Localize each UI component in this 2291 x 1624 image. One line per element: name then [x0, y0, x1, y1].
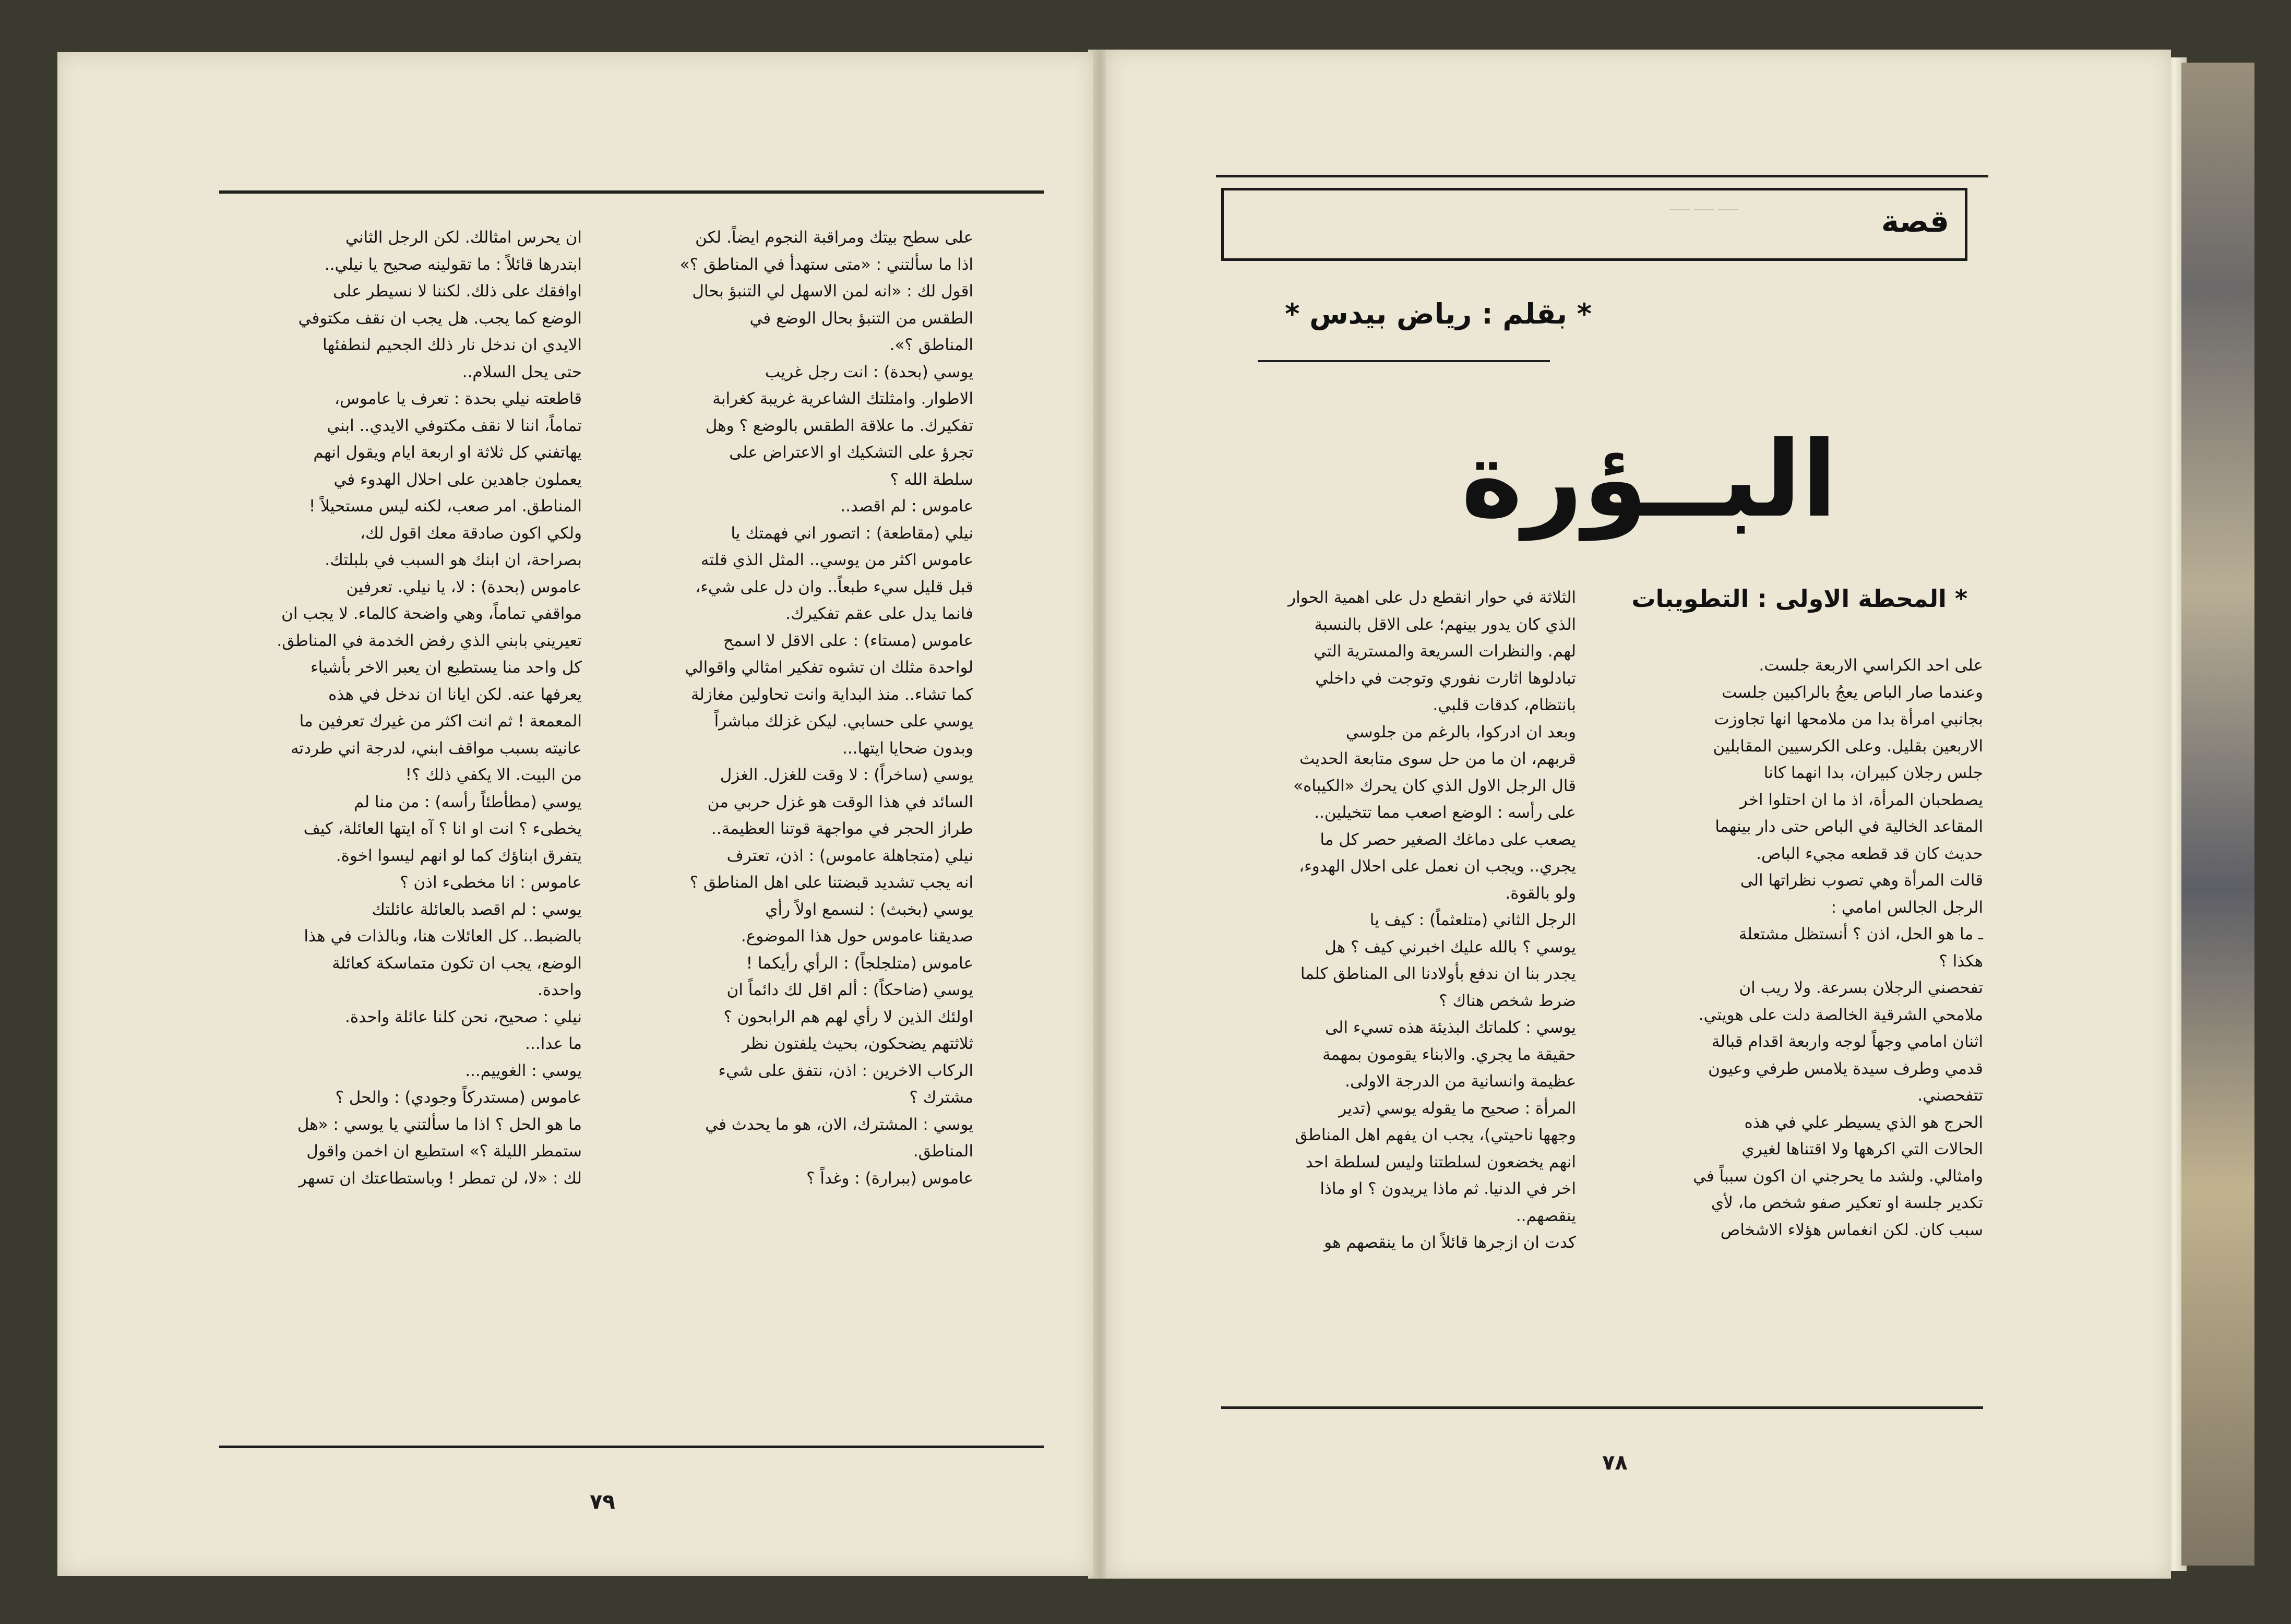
- story-title: البــؤرة: [1461, 419, 1837, 541]
- text-line: المناطق.: [913, 1142, 973, 1161]
- text-line: المرأة : صحيح ما يقوله يوسي (تدير: [1339, 1098, 1576, 1118]
- text-line: يوسي : كلماتك البذيئة هذه تسيء الى: [1325, 1018, 1576, 1037]
- text-line: عاموس (مستدركاً وجودي) : والحل ؟: [335, 1088, 582, 1107]
- text-line: وجهها ناحيتي)، يجب ان يفهم اهل المناطق: [1295, 1126, 1576, 1144]
- text-line: تعيريني بابني الذي رفض الخدمة في المناطق.: [277, 631, 582, 650]
- text-line: السائد في هذا الوقت هو غزل حربي من: [707, 792, 973, 811]
- text-line: تماماً، اننا لا نقف مكتوفي الايدي.. ابني: [327, 416, 582, 435]
- text-line: الايدي ان ندخل نار ذلك الجحيم لنطفئها: [323, 336, 582, 354]
- text-line: اوافقك على ذلك. لكننا لا نسيطر على: [333, 282, 582, 301]
- text-line: تفحصني الرجلان بسرعة. ولا ريب ان: [1739, 978, 1983, 997]
- page-number-left: ٧٩: [590, 1490, 615, 1514]
- text-line: يصعب على دماغك الصغير حصر كل ما: [1320, 830, 1576, 849]
- text-line: المناطق. امر صعب، لكنه ليس مستحيلاً !: [308, 497, 582, 516]
- text-line: يجدر بنا ان ندفع بأولادنا الى المناطق كلما: [1300, 964, 1576, 983]
- text-line: يوسي ؟ بالله عليك اخبرني كيف ؟ هل: [1325, 937, 1576, 957]
- left-page-top-rule: [219, 190, 1044, 194]
- text-line: يوسي على حسابي. ليكن غزلك مباشراً: [714, 712, 973, 731]
- text-line: اثنان امامي وجهاً لوجه واربعة اقدام قبالة: [1711, 1032, 1983, 1051]
- text-line: ما هو الحل ؟ اذا ما سألتني يا يوسي : «هل: [297, 1115, 582, 1134]
- right-page-column-right: [1649, 652, 1983, 1244]
- text-line: يتفرق ابناؤك كما لو انهم ليسوا اخوة.: [336, 846, 582, 865]
- text-line: تبادلوها اثارت نفوري وتوجت في داخلي: [1315, 668, 1576, 688]
- text-line: من البيت. الا يكفي ذلك ؟!: [405, 766, 582, 784]
- text-line: ان يحرس امثالك. لكن الرجل الثاني: [345, 228, 582, 247]
- text-line: ينقصهم..: [1516, 1206, 1576, 1225]
- text-line: الثلاثة في حوار انقطع دل على اهمية الحوار: [1288, 588, 1576, 607]
- text-line: قدمي وطرف سيدة يلامس طرفي وعيون: [1708, 1059, 1983, 1078]
- right-page-bottom-rule: [1221, 1406, 1983, 1409]
- text-line: نيلي (مقاطعة) : اتصور اني فهمتك يا: [731, 523, 973, 543]
- text-line: الاربعين بقليل. وعلى الكرسيين المقابلين: [1713, 736, 1983, 756]
- author-byline: * بقلم : رياض بيدس *: [1285, 297, 1592, 330]
- text-line: يوسي (مطأطئاً رأسه) : من منا لم: [353, 792, 582, 811]
- text-line: عاموس : انا مخطىء اذن ؟: [400, 873, 582, 892]
- text-line: انه يجب تشديد قبضتنا على اهل المناطق ؟: [689, 873, 973, 892]
- text-line: قربهم، ان ما من حل سوى متابعة الحديث: [1299, 749, 1576, 768]
- text-line: عاموس (بحدة) : لا، يا نيلي. تعرفين: [346, 577, 582, 596]
- text-line: ما عدا...: [525, 1034, 582, 1053]
- text-line: قالت المرأة وهي تصوب نظراتها الى: [1740, 871, 1983, 890]
- byline-underline: [1258, 360, 1550, 362]
- text-line: اقول لك : «انه لمن الاسهل لي التنبؤ بحال: [692, 282, 973, 301]
- text-line: الاطوار. وامثلتك الشاعرية غريبة كغرابة: [712, 389, 973, 408]
- text-line: الركاب الاخرين : اذن، نتفق على شيء: [718, 1061, 973, 1080]
- text-line: ثلاثتهم يضحكون، بحيث يلفتون نظر: [742, 1034, 973, 1053]
- text-line: سلطة الله ؟: [890, 470, 973, 489]
- text-line: عاموس (مستاء) : على الاقل لا اسمح: [723, 631, 973, 650]
- text-line: طراز الحجر في مواجهة قوتنا العظيمة..: [711, 819, 973, 838]
- text-line: عاموس : لم اقصد..: [840, 497, 973, 516]
- text-line: وعندما صار الباص يعجُ بالراكبين جلست: [1722, 683, 1983, 702]
- text-line: يجري.. ويجب ان نعمل على احلال الهدوء،: [1299, 857, 1576, 876]
- text-line: المقاعد الخالية في الباص حتى دار بينهما: [1715, 817, 1983, 836]
- text-line: قاطعته نيلي بحدة : تعرف يا عاموس،: [335, 389, 582, 408]
- text-line: الرجل الثاني (متلعثماً) : كيف يا: [1369, 911, 1576, 929]
- text-line: يعرفها عنه. لكن ايانا ان ندخل في هذه: [328, 685, 582, 704]
- text-line: وبدون ضحايا ايتها...: [842, 738, 973, 758]
- text-line: لهم. والنظرات السريعة والمسترية التي: [1314, 642, 1576, 661]
- text-line: يعملون جاهدين على احلال الهدوء في: [333, 470, 582, 489]
- text-line: يصطحبان المرأة، اذ ما ان احتلوا اخر: [1739, 790, 1983, 809]
- text-line: نيلي : صحيح، نحن كلنا عائلة واحدة.: [345, 1007, 582, 1026]
- text-line: بصراحة، ان ابنك هو السبب في بلبلتك.: [325, 551, 582, 569]
- text-line: واحدة.: [537, 981, 582, 999]
- text-line: يوسي (بخبث) : لنسمع اولاً رأي: [765, 900, 973, 919]
- text-line: يوسي : لم اقصد بالعائلة عائلتك: [372, 900, 582, 919]
- text-line: ـ ما هو الحل، اذن ؟ أنستظل مشتعلة: [1738, 925, 1983, 944]
- cover-artwork-strip: [2181, 63, 2254, 1566]
- text-line: على احد الكراسي الاربعة جلست.: [1759, 656, 1983, 675]
- text-line: اذا ما سألتني : «متى ستهدأ في المناطق ؟»: [679, 255, 973, 274]
- text-line: عانيته بسبب مواقف ابني، لدرجة اني طردته: [290, 738, 582, 758]
- page-number-right: ٧٨: [1602, 1451, 1628, 1475]
- text-line: جلس رجلان كبيران، بدا انهما كانا: [1763, 763, 1983, 782]
- text-line: ابتدرها قائلاً : ما تقولينه صحيح يا نيلي..: [324, 255, 582, 274]
- right-page-column-left: [1221, 584, 1576, 1257]
- text-line: حديث كان قد قطعه مجيء الباص.: [1756, 844, 1983, 863]
- text-line: مشترك ؟: [909, 1088, 973, 1107]
- text-line: لك : «لا، لن تمطر ! وباستطاعتك ان تسهر: [299, 1168, 582, 1188]
- text-line: مواقفي تماماً، وهي واضحة كالماء. لا يجب ان: [281, 604, 582, 623]
- text-line: على سطح بيتك ومراقبة النجوم ايضاً. لكن: [695, 228, 973, 247]
- text-line: عاموس اكثر من يوسي.. المثل الذي قلته: [700, 551, 973, 569]
- text-line: تتفحصني.: [1917, 1086, 1983, 1105]
- text-line: تجرؤ على التشكيك او الاعتراض على: [729, 443, 973, 462]
- text-line: قبل قليل سيء طبعاً.. وان دل على شيء،: [695, 577, 973, 596]
- story-kicker-box: [1221, 188, 1967, 261]
- text-line: ولو بالقوة.: [1505, 883, 1576, 903]
- text-line: الوضع، يجب ان تكون متماسكة كعائلة: [332, 953, 582, 973]
- text-line: يوسي (ضاحكاً) : ألم اقل لك دائماً ان: [726, 981, 973, 999]
- text-line: كما تشاء.. منذ البداية وانت تحاولين مغازلة: [690, 685, 973, 704]
- text-line: عاموس (متلجلجاً) : الرأي رأيكما !: [746, 953, 973, 973]
- text-line: اخر في الدنيا. ثم ماذا يريدون ؟ او ماذا: [1320, 1179, 1576, 1198]
- text-line: نيلي (متجاهلة عاموس) : اذن، تعترف: [726, 846, 973, 865]
- text-line: تكدير جلسة او تعكير صفو شخص ما، لأي: [1711, 1193, 1983, 1212]
- text-line: الوضع كما يجب. هل يجب ان نقف مكتوفي: [298, 308, 582, 328]
- text-line: الذي كان يدور بينهم؛ على الاقل بالنسبة: [1314, 615, 1576, 634]
- text-line: يوسي : الغوييم...: [465, 1061, 582, 1080]
- text-line: عاموس (ببرارة) : وغداً ؟: [806, 1168, 973, 1188]
- text-line: صديقنا عاموس حول هذا الموضوع.: [741, 927, 973, 946]
- text-line: سبب كان. لكن انغماس هؤلاء الاشخاص: [1720, 1220, 1983, 1239]
- right-page-top-rule: [1216, 175, 1988, 177]
- text-line: المعمعة ! ثم انت اكثر من غيرك تعرفين ما: [299, 712, 582, 731]
- text-line: يخطىء ؟ انت او انا ؟ آه ايتها العائلة، كيف: [303, 819, 582, 838]
- text-line: بانتظام، كدقات قلبي.: [1433, 696, 1576, 714]
- story-kicker: قصة: [1881, 204, 1949, 239]
- bleed-through-text: ـــــ ـــــ ـــــ: [1670, 198, 1738, 214]
- text-line: يوسي (ساخراً) : لا وقت للغزل. الغزل: [720, 766, 973, 784]
- left-page-bottom-rule: [219, 1446, 1044, 1448]
- text-line: كدت ان ازجرها قائلاً ان ما ينقصهم هو: [1324, 1233, 1576, 1252]
- text-line: حتى يحل السلام..: [462, 362, 582, 381]
- text-line: هكذا ؟: [1939, 951, 1983, 971]
- text-line: بجانبي امرأة بدا من ملامحها انها تجاوزت: [1714, 710, 1983, 729]
- text-line: فانما يدل على عقم تفكيرك.: [785, 604, 973, 623]
- text-line: الحرج هو الذي يسيطر علي في هذه: [1744, 1113, 1983, 1132]
- text-line: الطقس من التنبؤ بحال الوضع في: [749, 308, 973, 328]
- text-line: انهم يخضعون لسلطتنا وليس لسلطة احد: [1305, 1152, 1576, 1172]
- text-line: بالضبط.. كل العائلات هنا، وبالذات في هذا: [304, 927, 582, 946]
- text-line: ولكي اكون صادقة معك اقول لك،: [360, 523, 582, 543]
- section-heading: * المحطة الاولى : التطويبات: [1631, 584, 1967, 613]
- text-line: حقيقة ما يجري. والابناء يقومون بمهمة: [1322, 1045, 1576, 1064]
- text-line: يهاتفني كل ثلاثة او اربعة ايام ويقول انهم: [313, 443, 582, 462]
- text-line: الرجل الجالس امامي :: [1831, 898, 1983, 917]
- left-page-column-right: [608, 224, 973, 1192]
- text-line: وامثالي. ولشد ما يحرجني ان اكون سبباً في: [1693, 1166, 1983, 1186]
- left-page-column-left: [217, 224, 582, 1192]
- text-line: يوسي (بحدة) : انت رجل غريب: [765, 362, 973, 381]
- text-line: المناطق ؟».: [889, 336, 973, 354]
- text-line: قال الرجل الاول الذي كان يحرك «الكيباه»: [1293, 776, 1576, 795]
- text-line: لواحدة مثلك ان تشوه تفكير امثالي واقوالي: [685, 658, 973, 677]
- text-line: ضرط شخص هناك ؟: [1439, 991, 1576, 1010]
- text-line: اولئك الذين لا رأي لهم هم الرابحون ؟: [723, 1007, 973, 1026]
- text-line: تفكيرك. ما علاقة الطقس بالوضع ؟ وهل: [705, 416, 973, 435]
- text-line: الحالات التي اكرهها ولا اقتناها لغيري: [1741, 1140, 1983, 1159]
- text-line: كل واحد منا يستطيع ان يعبر الاخر بأشياء: [311, 658, 582, 677]
- text-line: على رأسه : الوضع اصعب مما تتخيلين..: [1314, 803, 1576, 822]
- text-line: وبعد ان ادركوا، بالرغم من جلوسي: [1345, 722, 1576, 742]
- text-line: ملامحي الشرقية الخالصة دلت على هويتي.: [1698, 1005, 1983, 1024]
- text-line: عظيمة وانسانية من الدرجة الاولى.: [1345, 1072, 1576, 1091]
- text-line: يوسي : المشترك، الان، هو ما يحدث في: [705, 1115, 973, 1134]
- text-line: ستمطر الليلة ؟» استطيع ان اخمن واقول: [306, 1142, 582, 1161]
